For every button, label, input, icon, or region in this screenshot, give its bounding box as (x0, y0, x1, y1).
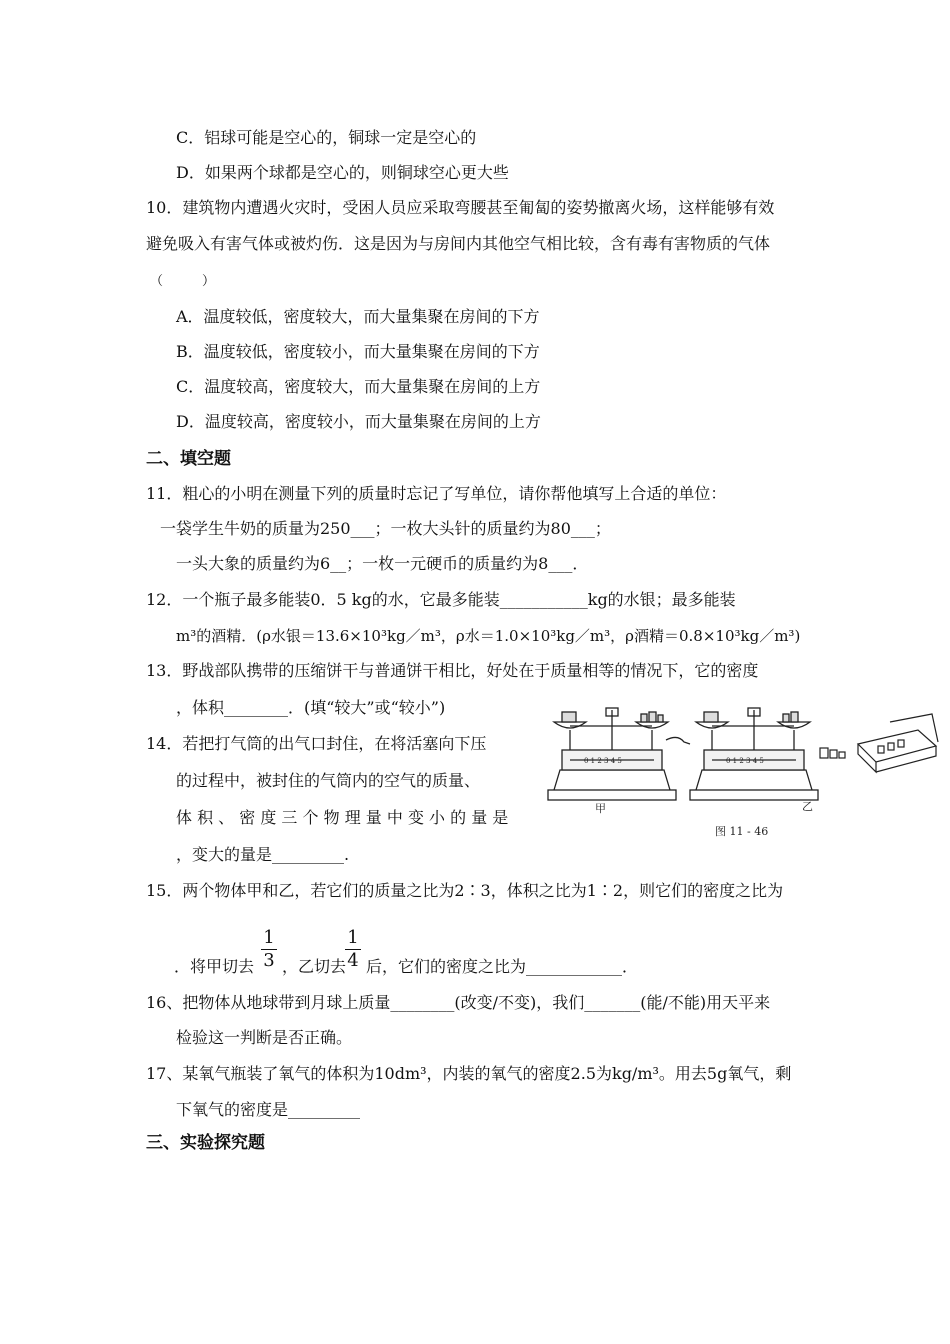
question-15: 15．两个物体甲和乙，若它们的质量之比为2∶3，体积之比为1∶2，则它们的密度之比为 (146, 881, 784, 900)
question-12-cont: m³的酒精．(ρ水银＝13.6×10³kg／m³，ρ水＝1.0×10³kg／m³，ρ酒精＝0.8×10³kg／m³) (176, 627, 801, 645)
question-11-line1: 一袋学生牛奶的质量为250___；一枚大头针的质量约为80___； (160, 519, 611, 538)
question-12: 12．一个瓶子最多能装0．5 kg的水，它最多能装___________kg的水银；最多能装 (146, 590, 736, 609)
question-16: 16、把物体从地球带到月球上质量________(改变/不变)，我们_______(能/不能)用天平来 (146, 993, 771, 1012)
figure-caption: 图 11 - 46 (715, 825, 769, 838)
question-13: 13．野战部队携带的压缩饼干与普通饼干相比，好处在于质量相等的情况下，它的密度 (146, 661, 759, 680)
balance-jia (548, 708, 690, 800)
balance-yi (690, 708, 818, 800)
answer-blank-10: （ ） (150, 274, 216, 289)
question-13-cont: ，体积________．(填“较大”或“较小”) (176, 698, 446, 717)
section-fill-blank: 二、填空题 (146, 449, 231, 469)
question-10-cont: 避免吸入有害气体或被灼伤．这是因为与房间内其他空气相比较，含有毒有害物质的气体 (146, 234, 771, 253)
question-14: 14．若把打气筒的出气口封住，在将活塞向下压 (146, 734, 487, 753)
question-14-line2: 的过程中，被封住的气筒内的空气的质量、 (176, 771, 481, 790)
question-16-cont: 检验这一判断是否正确。 (176, 1028, 353, 1047)
question-14-line4: ，变大的量是_________. (176, 845, 350, 864)
option-10d: D．温度较高，密度较小，而大量集聚在房间的上方 (176, 412, 541, 431)
question-15-cut-b: ，乙切去 (282, 957, 347, 976)
fraction-one-third: 1 3 (261, 928, 277, 971)
question-15-ratio: 后，它们的密度之比为____________． (366, 957, 639, 976)
question-14-line3: 体 积 、 密 度 三 个 物 理 量 中 变 小 的 量 是 (176, 808, 509, 827)
option-9c: C．铝球可能是空心的，铜球一定是空心的 (176, 128, 477, 147)
question-17-cont: 下氧气的密度是_________ (176, 1100, 361, 1119)
balance-scale-figure (540, 700, 945, 850)
question-17: 17、某氧气瓶装了氧气的体积为10dm³，内装的氧气的密度2.5为kg/m³。用去5g氧气，剩 (146, 1064, 792, 1083)
question-15-cut-a: ．将甲切去 (174, 957, 255, 976)
label-jia: 甲 (595, 802, 606, 815)
option-10a: A．温度较低，密度较大，而大量集聚在房间的下方 (176, 307, 540, 326)
option-9d: D．如果两个球都是空心的，则铜球空心更大些 (176, 163, 509, 182)
section-experiment: 三、实验探究题 (146, 1133, 265, 1153)
scale-text-yi: 0 1 2 3 4 5 (726, 757, 764, 765)
scale-text-jia: 0 1 2 3 4 5 (584, 757, 622, 765)
option-10b: B．温度较低，密度较小，而大量集聚在房间的下方 (176, 342, 540, 361)
fraction-one-quarter: 1 4 (345, 928, 361, 971)
question-11-line2: 一头大象的质量约为6__；一枚一元硬币的质量约为8___． (176, 554, 589, 573)
question-10: 10．建筑物内遭遇火灾时，受困人员应采取弯腰甚至匍匐的姿势撤离火场，这样能够有效 (146, 198, 775, 217)
question-11: 11．粗心的小明在测量下列的质量时忘记了写单位，请你帮他填写上合适的单位： (146, 484, 727, 503)
option-10c: C．温度较高，密度较大，而大量集聚在房间的上方 (176, 377, 541, 396)
label-yi: 乙 (802, 800, 813, 813)
weights-box (820, 714, 938, 772)
